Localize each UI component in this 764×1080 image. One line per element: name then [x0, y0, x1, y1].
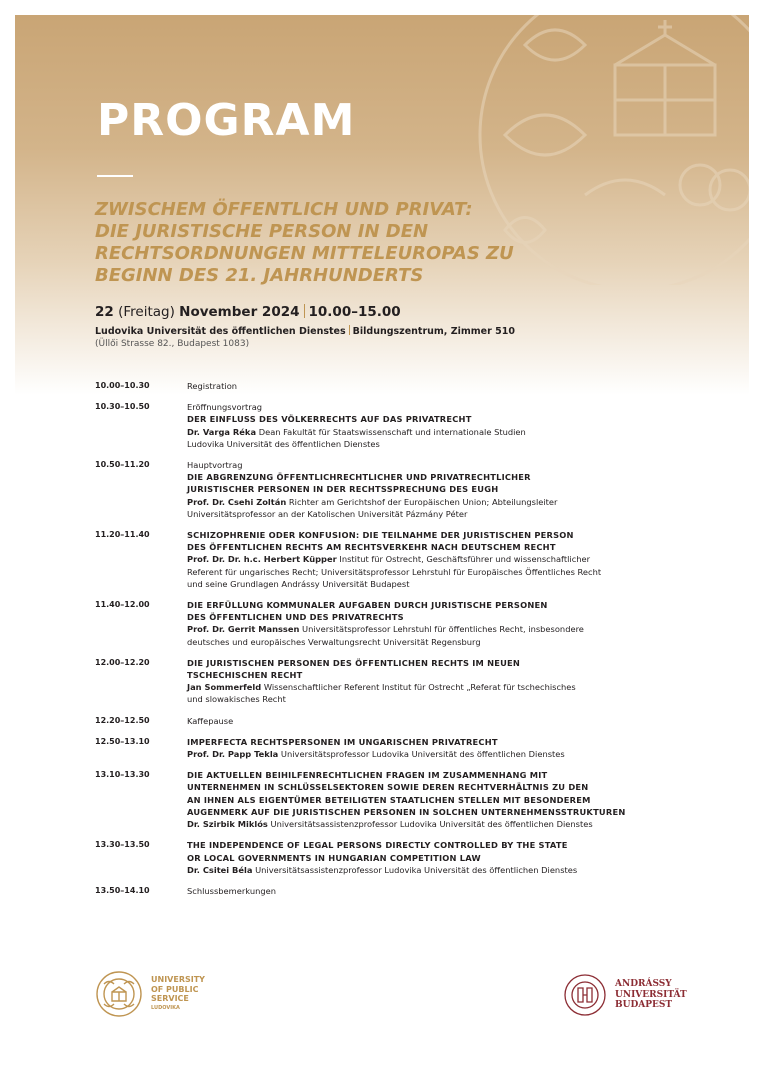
header-banner [15, 15, 749, 395]
speaker-detail: Universitätsassistenzprofessor Ludovika Universität des öffentlichen Dienstes [270, 819, 593, 830]
speaker-name: Prof. Dr. Csehi Zoltán [187, 496, 287, 507]
talk-title [187, 529, 735, 553]
program-label: Hauptvortrag [187, 460, 243, 471]
speaker-info [187, 681, 735, 705]
program-time: 10.50–11.20 [95, 460, 150, 470]
program-content [187, 736, 735, 760]
talk-title-line: THE INDEPENDENCE OF LEGAL PERSONS DIRECTLY CONTROLLED BY THE STATE [187, 840, 568, 851]
program-time: 11.20–11.40 [95, 530, 150, 540]
program-content [187, 839, 735, 876]
program-content [187, 599, 735, 648]
speaker-detail: Universitätsprofessor Lehrstuhl für öffentliches Recht, insbesondere [302, 624, 584, 635]
speaker-detail: und slowakisches Recht [187, 694, 286, 705]
talk-title [187, 769, 735, 818]
logo-line: ANDRÁSSY [615, 979, 672, 990]
talk-title-line: DES ÖFFENTLICHEN RECHTS AM RECHTSVERKEHR NACH DEUTSCHEM RECHT [187, 542, 556, 553]
ups-logo-text [151, 975, 205, 1013]
speaker-info [187, 623, 735, 647]
speaker-detail: deutsches und europäisches Verwaltungsrecht Universität Regensburg [187, 636, 481, 647]
talk-title-line: AUGENMERK AUF DIE JURISTISCHEN PERSONEN IN SOLCHEN UNTERNEHMENSSTRUKTUREN [187, 806, 626, 817]
speaker-detail: Referent für ungarisches Recht; Universitätsprofessor Lehrstuhl für Europäisches Öffentliches Recht [187, 566, 602, 577]
subtitle-line: DIE JURISTISCHE PERSON IN DEN [95, 221, 429, 242]
talk-title [187, 657, 735, 681]
logo-line: UNIVERSITÄT [615, 989, 687, 1000]
speaker-name: Prof. Dr. Dr. h.c. Herbert Küpper [187, 554, 337, 565]
program-time: 13.50–14.10 [95, 885, 150, 895]
talk-title-line: JURISTISCHER PERSONEN IN DER RECHTSSPRECHUNG DES EUGH [187, 484, 499, 495]
speaker-line [187, 426, 735, 438]
speaker-detail: Ludovika Universität des öffentlichen Dienstes [187, 438, 380, 449]
program-time: 10.30–10.50 [95, 402, 150, 412]
program-item [95, 657, 735, 706]
subtitle-line: RECHTSORDNUNGEN MITTELEUROPAS ZU [95, 243, 514, 264]
talk-title-line: IMPERFECTA RECHTSPERSONEN IM UNGARISCHEN PRIVATRECHT [187, 736, 498, 747]
speaker-name: Dr. Varga Réka [187, 426, 257, 437]
event-date-time [95, 304, 401, 320]
event-venue [95, 325, 515, 337]
speaker-detail: Wissenschaftlicher Referent Institut für Ostrecht „Referat für tschechisches [263, 682, 576, 693]
program-time: 13.10–13.30 [95, 770, 150, 780]
venue-room: Bildungszentrum, Zimmer 510 [352, 326, 515, 337]
program-item [95, 380, 735, 392]
ludovika-crest-icon [95, 970, 143, 1018]
speaker-detail: Dean Fakultät für Staatswissenschaft und internationale Studien [258, 426, 526, 437]
speaker-line [187, 864, 735, 876]
program-content [187, 380, 735, 392]
andrassy-logo-text [615, 979, 687, 1011]
program-time: 12.20–12.50 [95, 715, 150, 725]
talk-title-line: DER EINFLUSS DES VÖLKERRECHTS AUF DAS PRIVATRECHT [187, 414, 472, 425]
speaker-line [187, 623, 735, 635]
program-time: 12.00–12.20 [95, 657, 150, 667]
program-label: Registration [187, 381, 238, 391]
talk-title-line: DIE ERFÜLLUNG KOMMUNALER AUFGABEN DURCH JURISTISCHE PERSONEN [187, 600, 548, 611]
talk-title-line: AN IHNEN ALS EIGENTÜMER BETEILIGTEN STAATLICHEN STELLEN MIT BESONDEREM [187, 794, 591, 805]
program-item [95, 839, 735, 876]
speaker-info [187, 553, 735, 590]
program-item [95, 459, 735, 520]
separator [349, 325, 350, 335]
program-item [95, 529, 735, 590]
talk-title [187, 736, 735, 748]
logo-line: SERVICE [151, 994, 189, 1003]
program-content [187, 769, 735, 830]
event-weekday: (Freitag) [118, 304, 175, 320]
program-content [187, 459, 735, 520]
speaker-line [187, 566, 735, 578]
logo-line: BUDAPEST [615, 1000, 673, 1011]
logo-line: UNIVERSITY [151, 975, 205, 984]
program-item [95, 885, 735, 897]
andrassy-seal-icon [563, 973, 607, 1017]
speaker-info [187, 864, 735, 876]
program-time: 10.00–10.30 [95, 381, 150, 390]
subtitle-line: BEGINN DES 21. JAHRHUNDERTS [95, 265, 424, 286]
speaker-info [187, 426, 735, 450]
talk-title-line: UNTERNEHMEN IN SCHLÜSSELSEKTOREN SOWIE DEREN RECHTVERHÄLTNIS ZU DEN [187, 782, 589, 793]
program-label: Schlussbemerkungen [187, 885, 276, 896]
speaker-line [187, 496, 735, 508]
speaker-detail: und seine Grundlagen Andrássy Universität Budapest [187, 578, 410, 589]
program-item [95, 769, 735, 830]
program-item [95, 599, 735, 648]
talk-title [187, 599, 735, 623]
speaker-line [187, 553, 735, 565]
talk-title-line: DES ÖFFENTLICHEN UND DES PRIVATRECHTS [187, 612, 404, 623]
speaker-name: Dr. Csitei Béla [187, 864, 253, 875]
program-time: 12.50–13.10 [95, 736, 150, 746]
event-month-year: November 2024 [179, 304, 300, 320]
talk-title-line: DIE ABGRENZUNG ÖFFENTLICHRECHTLICHER UND PRIVATRECHTLICHER [187, 472, 531, 483]
program-label: Eröffnungsvortrag [187, 402, 263, 413]
program-page [15, 15, 749, 1065]
page-title: PROGRAM [97, 95, 356, 146]
speaker-detail: Institut für Ostrecht, Geschäftsführer und wissenschaftlicher [339, 554, 591, 565]
speaker-line [187, 438, 735, 450]
event-subtitle [95, 199, 675, 287]
speaker-name: Jan Sommerfeld [187, 682, 262, 693]
talk-title [187, 839, 735, 863]
speaker-info [187, 818, 735, 830]
event-day: 22 [95, 304, 114, 320]
talk-title-line: DIE JURISTISCHEN PERSONEN DES ÖFFENTLICHEN RECHTS IM NEUEN [187, 657, 521, 668]
andrassy-university-logo [563, 973, 687, 1017]
venue-address: (Üllői Strasse 82., Budapest 1083) [95, 339, 250, 349]
subtitle-line: ZWISCHEM ÖFFENTLICH UND PRIVAT: [95, 199, 473, 220]
venue-name: Ludovika Universität des öffentlichen Dienstes [95, 326, 346, 337]
program-schedule [95, 380, 735, 906]
title-divider [97, 175, 133, 177]
speaker-detail: Universitätsassistenzprofessor Ludovika Universität des öffentlichen Dienstes [255, 864, 578, 875]
speaker-name: Dr. Szirbik Miklós [187, 819, 268, 830]
logo-line: OF PUBLIC [151, 984, 199, 994]
speaker-line [187, 578, 735, 590]
logo-subline: LUDOVIKA [151, 1004, 180, 1011]
talk-title [187, 413, 735, 425]
event-time: 10.00–15.00 [308, 304, 401, 320]
separator [304, 304, 305, 318]
program-content [187, 529, 735, 590]
program-item [95, 401, 735, 450]
talk-title-line: TSCHECHISCHEN RECHT [187, 670, 303, 681]
speaker-line [187, 748, 735, 760]
speaker-info [187, 748, 735, 760]
talk-title-line: OR LOCAL GOVERNMENTS IN HUNGARIAN COMPETITION LAW [187, 852, 481, 863]
talk-title-line: SCHIZOPHRENIE ODER KONFUSION: DIE TEILNAHME DER JURISTISCHEN PERSON [187, 530, 574, 541]
program-content [187, 715, 735, 727]
speaker-line [187, 693, 735, 705]
program-label: Kaffepause [187, 715, 234, 726]
program-item [95, 715, 735, 727]
program-item [95, 736, 735, 760]
speaker-line [187, 508, 735, 520]
speaker-line [187, 636, 735, 648]
program-time: 13.30–13.50 [95, 840, 150, 850]
program-content [187, 657, 735, 706]
speaker-info [187, 496, 735, 520]
speaker-detail: Richter am Gerichtshof der Europäischen Union; Abteilungsleiter [288, 496, 558, 507]
speaker-detail: Universitätsprofessor an der Katolischen Universität Pázmány Péter [187, 508, 468, 519]
speaker-line [187, 681, 735, 693]
talk-title [187, 471, 735, 495]
speaker-name: Prof. Dr. Gerrit Manssen [187, 624, 300, 635]
talk-title-line: DIE AKTUELLEN BEIHILFENRECHTLICHEN FRAGEN IM ZUSAMMENHANG MIT [187, 770, 548, 781]
program-time: 11.40–12.00 [95, 600, 150, 610]
program-content [187, 885, 735, 897]
speaker-line [187, 818, 735, 830]
university-of-public-service-logo [95, 970, 205, 1018]
speaker-detail: Universitätsprofessor Ludovika Universität des öffentlichen Dienstes [280, 749, 565, 760]
program-content [187, 401, 735, 450]
speaker-name: Prof. Dr. Papp Tekla [187, 749, 279, 760]
